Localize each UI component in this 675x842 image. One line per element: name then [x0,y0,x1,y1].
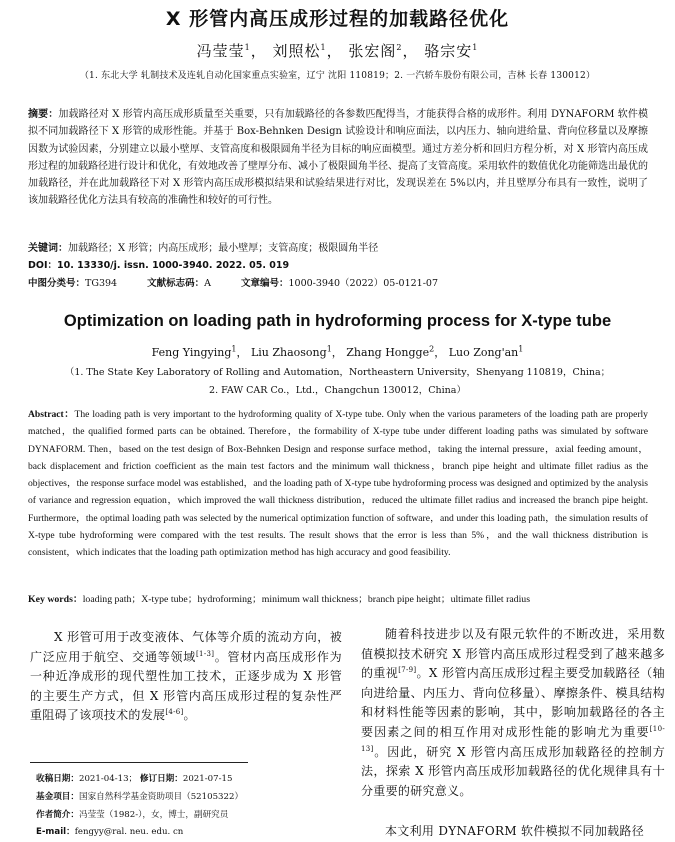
author-name: 刘照松 [272,42,321,60]
class-value: TG394 [85,278,118,289]
english-affiliation-1: （1. The State Key Laboratory of Rolling and Automation，Northeastern University，Shenyang 110819，China； [64,367,611,378]
affiliation-mark: 1 [231,344,237,354]
english-abstract [28,406,648,562]
citation-ref: [10-13] [361,724,665,753]
author-name: Zhang Hongge [346,346,430,359]
author-bio-label: 作者简介： [36,810,79,820]
keywords-label: 关键词： [28,243,68,254]
author-bio-text: 冯莹莹（1982-），女，博士，副研究员 [78,810,229,820]
body-text: 。因此，研究 X 形管内高压成形加载路径的控制方法，探索 X 形管内高压成形加载路径的优化规律具有十分重要的研究意义。 [361,744,665,798]
class-label: 中图分类号： [28,278,86,289]
body-column-right-paragraph-2 [361,822,665,842]
affiliation-mark: 2 [396,43,403,52]
revised-date: 2021-07-15 [182,774,233,784]
abstract-label: 摘要： [28,109,59,120]
body-text: 。 [183,708,196,723]
classification-line [28,275,648,289]
doi-value: 10. 13330/j. issn. 1000-3940. 2022. 05. 019 [57,260,290,271]
english-authors: Feng Yingying$^1$， Liu Zhaosong$^1$， Zhang Hongge$^2$， Luo $Zong'an^1$ [151,344,524,359]
author-name: Liu Zhaosong [250,346,327,359]
docid-label: 文献标志码： [147,278,205,289]
author-name: 骆宗安 [424,42,473,60]
affiliation-mark: 1 [472,43,479,52]
english-affiliation-2: 2. FAW CAR Co.，Ltd.，Changchun 130012，China） [209,385,466,396]
author-name: 张宏阁 [348,42,397,60]
email-link[interactable]: fengyy@ral. neu. edu. cn [74,827,184,837]
received-date: 2021-04-13； [78,774,138,784]
keywords-text: loading path；X-type tube；hydroforming；minimum wall thickness；branch pipe height；ultimate fillet radius [82,594,531,605]
email-label: E-mail： [36,827,75,837]
fund-text: 国家自然科学基金资助项目（52105322） [78,792,244,802]
english-keywords [28,591,648,605]
footnote-email [36,825,183,837]
footnote-author [36,808,228,820]
keywords-label: Key words： [28,594,83,605]
chinese-keywords [28,239,648,254]
author-name: Luo Zong'an [448,346,519,359]
docid-value: A [204,278,211,289]
abstract-text: The loading path is very important to the hydroforming quality of X-type tube. Only when the various parameters of the loading path are properly matched，the qualified formed parts can be obtained. Therefore，the formability of X-type tube under different loading paths was simulated by software DYNAFORM. Then，based on the test design of Box-Behnken Design and response surface method，taking the internal pressure，axial feeding amount，back displacement and friction coefficient as the main test factors and the minimum wall thickness，branch pipe height and ultimate fillet radius as the objectives，the response surface model was established，and the loading path of X-type tube hydroforming process was designed and optimized by the analysis of variance and regression equation，which improved the wall thickness distribution，reduced the ultimate fillet radius and increased the branch pipe height. Furthermore，the optimal loading path was selected by the numerical optimization function of software，and under this loading path，the simulation results of X-type tube hydroforming were compared with the test results. The result shows that the error is less than 5%，and the wall thickness distribution is consistent，which indicates that the loading path optimization method has high accuracy and good feasibility. [28,409,648,559]
author-name: 冯莹莹 [196,42,245,60]
body-text: 。管材内高压成形作为一种近净成形的现代塑性加工技术，正逐步成为 X 形管的主要生产方式，但 X 形管内高压成形过程的复杂性严重阻碍了该项技术的发展 [30,649,342,723]
citation-ref: [1-3] [196,649,215,658]
body-text: X 形管可用于改变液体、气体等介质的流动方向，被广泛应用于航空、交通等领域 [30,630,342,664]
chinese-authors: 冯莹莹$^1$， 刘照松$^1$， 张宏阁$^2$， 骆宗安$^1$ [196,42,479,60]
footnote-dates [36,772,232,784]
body-column-left [30,628,342,726]
affiliation-mark: 2 [429,344,435,354]
english-title: Optimization on loading path in hydroforming process for X-type tube [63,312,612,330]
article-value: 1000-3940（2022）05-0121-07 [288,278,438,289]
received-label: 收稿日期： [36,774,79,784]
affiliation-mark: 1 [518,344,524,354]
body-text: 本文利用 DYNAFORM 软件模拟不同加载路径 [385,824,645,838]
body-column-right [361,625,665,801]
abstract-label: Abstract： [28,409,75,420]
affiliation-mark: 1 [320,43,327,52]
chinese-abstract [28,106,648,210]
chinese-title: X 形管内高压成形过程的加载路径优化 [165,8,510,30]
footnote-divider [30,762,248,763]
doi-line [28,257,648,271]
body-text: 随着科技进步以及有限元软件的不断改进，采用数值模拟技术研究 X 形管内高压成形过程受到了越来越多的重视 [361,627,665,681]
affiliation-mark: 1 [326,344,332,354]
doi-label: DOI： [28,260,57,271]
author-name: Feng Yingying [151,346,232,359]
citation-ref: [7-9] [398,666,417,675]
abstract-text: 加载路径对 X 形管内高压成形质量至关重要，只有加载路径的各参数匹配得当，才能获得合格的成形件。利用 DYNAFORM 软件模拟不同加载路径下 X 形管的成形性能。并基于 Box-Behnken Design 试验设计和响应面法，以内压力、轴向进给量、背向位移量以及摩擦因数为试验因素，分别建立以最小壁厚、支管高度和极限圆角半径为目标的响应面模型。通过方差分析和回归方程分析，对 X 形管内高压成形过程的加载路径进行设计和优化，有效地改善了壁厚分布、减小了极限圆角半径、提高了支管高度。采用软件的数值优化功能筛选出最优的加载路径，并在此加载路径下对 X 形管内高压成形模拟结果和试验结果进行对比，发现误差在 5%以内，并且壁厚分布具有一致性，说明了该加载路径优化方法具有较高的准确性和较好的可行性。 [28,109,648,207]
body-text: 。X 形管内高压成形过程主要受加载路径（轴向进给量、内压力、背向位移量）、摩擦条件、模具结构和材料性能等因素的影响，其中，影响加载路径的各主要因素之间的相互作用对成形性能的影响尤为重要 [361,666,665,739]
affiliation-mark: 1 [244,43,251,52]
chinese-affiliation: （1. 东北大学 轧制技术及连轧自动化国家重点实验室，辽宁 沈阳 110819；2. 一汽轿车股份有限公司，吉林 长春 130012） [79,71,596,81]
citation-ref: [4-6] [165,708,184,717]
article-label: 文章编号： [240,278,289,289]
fund-label: 基金项目： [36,792,79,802]
footnote-fund [36,790,243,802]
revised-label: 修订日期： [139,774,183,784]
keywords-text: 加载路径；X 形管；内高压成形；最小壁厚；支管高度；极限圆角半径 [68,243,379,254]
